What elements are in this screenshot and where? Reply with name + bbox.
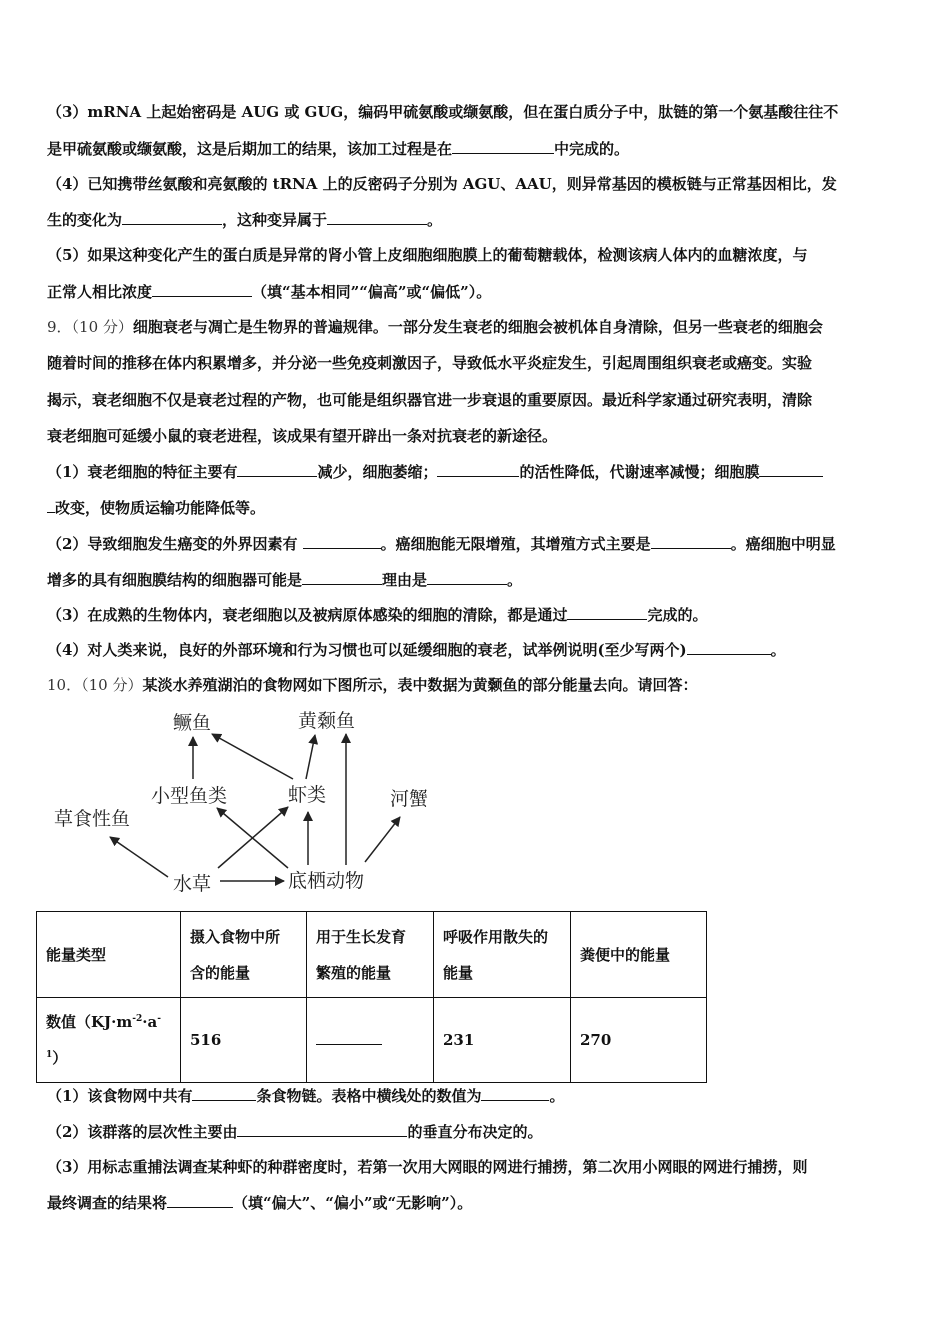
energy-table [36,911,707,1083]
q9-p3-line [47,605,707,625]
node-water-grass: 水草 [173,873,212,895]
answer-blank[interactable] [759,462,823,477]
q9-number: 9．（10 分） [47,318,133,336]
q9-p1-text-a: （1）衰老细胞的特征主要有 [47,463,238,481]
answer-blank[interactable] [437,462,519,477]
q10-p2-line [47,1122,542,1142]
q10-p1-text-a: （1）该食物网中共有 [47,1087,193,1105]
node-herbivorous-fish: 草食性鱼 [54,808,131,830]
food-web-diagram [40,700,440,900]
q9-p4-line [47,640,786,660]
answer-blank[interactable] [47,498,55,513]
q9-p3-text-b: 完成的。 [647,606,708,624]
table-header-row [37,912,707,998]
table-header-cell: 摄入食物中所 含的能量 [181,912,307,998]
table-row [37,998,707,1083]
q10-p2-text-b: 的垂直分布决定的。 [407,1123,543,1141]
answer-blank[interactable] [567,605,647,620]
table-cell-blank[interactable] [307,998,434,1083]
q9-p1-line2 [47,498,265,518]
answer-blank[interactable] [152,282,252,297]
q10-p2-text-a: （2）该群落的层次性主要由 [47,1123,238,1141]
q10-p3-line2 [47,1193,472,1213]
q9-p2-text-d: 增多的具有细胞膜结构的细胞器可能是 [47,571,303,589]
q8-p5-line1: （5）如果这种变化产生的蛋白质是异常的肾小管上皮细胞细胞膜上的葡萄糖载体，检测该病人体内的血糖浓度，与 [47,246,808,264]
answer-blank[interactable] [316,1030,382,1045]
q9-p4-text-b: 。 [770,641,786,659]
q10-p1-text-c: 。 [549,1087,565,1105]
q9-intro-line2: 随着时间的推移在体内积累增多，并分泌一些免疫刺激因子，导致低水平炎症发生，引起周围组织衰老或癌变。实验 [47,354,813,372]
arrow-shrimp-to-mandarin [212,734,293,779]
q10-p3-text-a: 最终调查的结果将 [47,1194,168,1212]
q9-intro-line3: 揭示，衰老细胞不仅是衰老过程的产物，也可能是组织器官进一步衰退的重要原因。最近科学家通过研究表明，清除 [47,391,813,409]
node-river-crab: 河蟹 [390,788,429,810]
answer-blank[interactable] [427,570,507,585]
table-header-cell: 用于生长发育 繁殖的能量 [307,912,434,998]
q9-p3-text-a: （3）在成熟的生物体内，衰老细胞以及被病原体感染的细胞的清除，都是通过 [47,606,568,624]
answer-blank[interactable] [452,139,554,154]
answer-blank[interactable] [167,1193,233,1208]
q9-p1-text-b: 减少，细胞萎缩； [317,463,438,481]
q9-p2-text-c: 。癌细胞中明显 [730,535,836,553]
answer-blank[interactable] [327,210,427,225]
arrow-shrimp-to-catfish [306,735,315,779]
q9-p1-text-c: 的活性降低，代谢速率减慢；细胞膜 [519,463,760,481]
node-small-fish: 小型鱼类 [151,785,228,807]
table-row-label: 数值（$KJ\cdot m^{-2}\cdot a^-$ $^1$） [37,998,181,1083]
q10-p3-text-b: （填“偏大”、“偏小”或“无影响”）。 [233,1194,473,1212]
node-benthic-animals: 底栖动物 [288,870,365,892]
q9-p2-line1 [47,534,836,554]
q10-number: 10．（10 分） [47,676,143,694]
q9-p2-text-b: 。癌细胞能无限增殖，其增殖方式主要是 [380,535,651,553]
table-cell: 270 [571,998,707,1083]
q8-p3-line2 [47,139,629,159]
table-header-cell: 粪便中的能量 [571,912,707,998]
node-yellow-catfish: 黄颡鱼 [298,710,356,732]
q10-intro-text: 某淡水养殖湖泊的食物网如下图所示，表中数据为黄颡鱼的部分能量去向。请回答： [142,676,698,694]
q8-p4-text-a: 生的变化为 [47,211,123,229]
table-header-cell: 能量类型 [37,912,181,998]
table-header-cell: 呼吸作用散失的 能量 [434,912,571,998]
q9-p2-text-f: 。 [507,571,523,589]
answer-blank[interactable] [687,640,771,655]
q9-p1-line1 [47,462,823,482]
q8-p3-text-a: 是甲硫氨酸或缬氨酸，这是后期加工的结果，该加工过程是在 [47,140,453,158]
q8-p3-text-b: 中完成的。 [554,140,630,158]
q9-intro-text: 细胞衰老与凋亡是生物界的普遍规律。一部分发生衰老的细胞会被机体自身清除，但另一些衰老的细胞会 [132,318,823,336]
q9-intro-line4: 衰老细胞可延缓小鼠的衰老进程，该成果有望开辟出一条对抗衰老的新途径。 [47,427,558,445]
answer-blank[interactable] [481,1086,549,1101]
q10-p1-line [47,1086,564,1106]
q8-p4-line2 [47,210,442,230]
q9-p4-text-a: （4）对人类来说，良好的外部环境和行为习惯也可以延缓细胞的衰老，试举例说明(至少写两个) [47,641,687,659]
q9-p1-text-d: 改变，使物质运输功能降低等。 [55,499,266,517]
q10-p1-text-b: 条食物链。表格中横线处的数值为 [256,1087,482,1105]
node-mandarin-fish: 鳜鱼 [173,712,212,734]
q8-p4-text-c: 。 [427,211,443,229]
answer-blank[interactable] [651,534,731,549]
table-cell: 516 [181,998,307,1083]
q8-p4-text-b: ，这种变异属于 [222,211,328,229]
q8-p5-line2 [47,282,491,302]
node-shrimp: 虾类 [288,784,327,806]
arrow-grass-to-herbivore [110,837,168,877]
q10-intro-line [47,675,697,695]
answer-blank[interactable] [237,1122,407,1137]
q9-p2-line2 [47,570,522,590]
arrow-benthic-to-crab [365,817,400,862]
q8-p5-text-a: 正常人相比浓度 [47,283,153,301]
answer-blank[interactable] [237,462,317,477]
q10-p3-line1: （3）用标志重捕法调查某种虾的种群密度时，若第一次用大网眼的网进行捕捞，第二次用小网眼的网进行捕捞，则 [47,1158,808,1176]
q9-p2-text-e: 理由是 [382,571,428,589]
q9-intro-line1 [47,317,823,337]
q8-p3-line1: （3）mRNA 上起始密码是 AUG 或 GUG，编码甲硫氨酸或缬氨酸，但在蛋白质分子中，肽链的第一个氨基酸往往不 [47,103,839,121]
q8-p4-line1: （4）已知携带丝氨酸和亮氨酸的 tRNA 上的反密码子分别为 AGU、AAU，则异常基因的模板链与正常基因相比，发 [47,175,837,193]
q8-p5-text-b: （填“基本相同”“偏高”或“偏低”）。 [252,283,492,301]
table-cell: 231 [434,998,571,1083]
q9-p2-text-a: （2）导致细胞发生癌变的外界因素有 [47,535,303,553]
answer-blank[interactable] [192,1086,256,1101]
answer-blank[interactable] [302,570,382,585]
answer-blank[interactable] [122,210,222,225]
answer-blank[interactable] [303,534,381,549]
